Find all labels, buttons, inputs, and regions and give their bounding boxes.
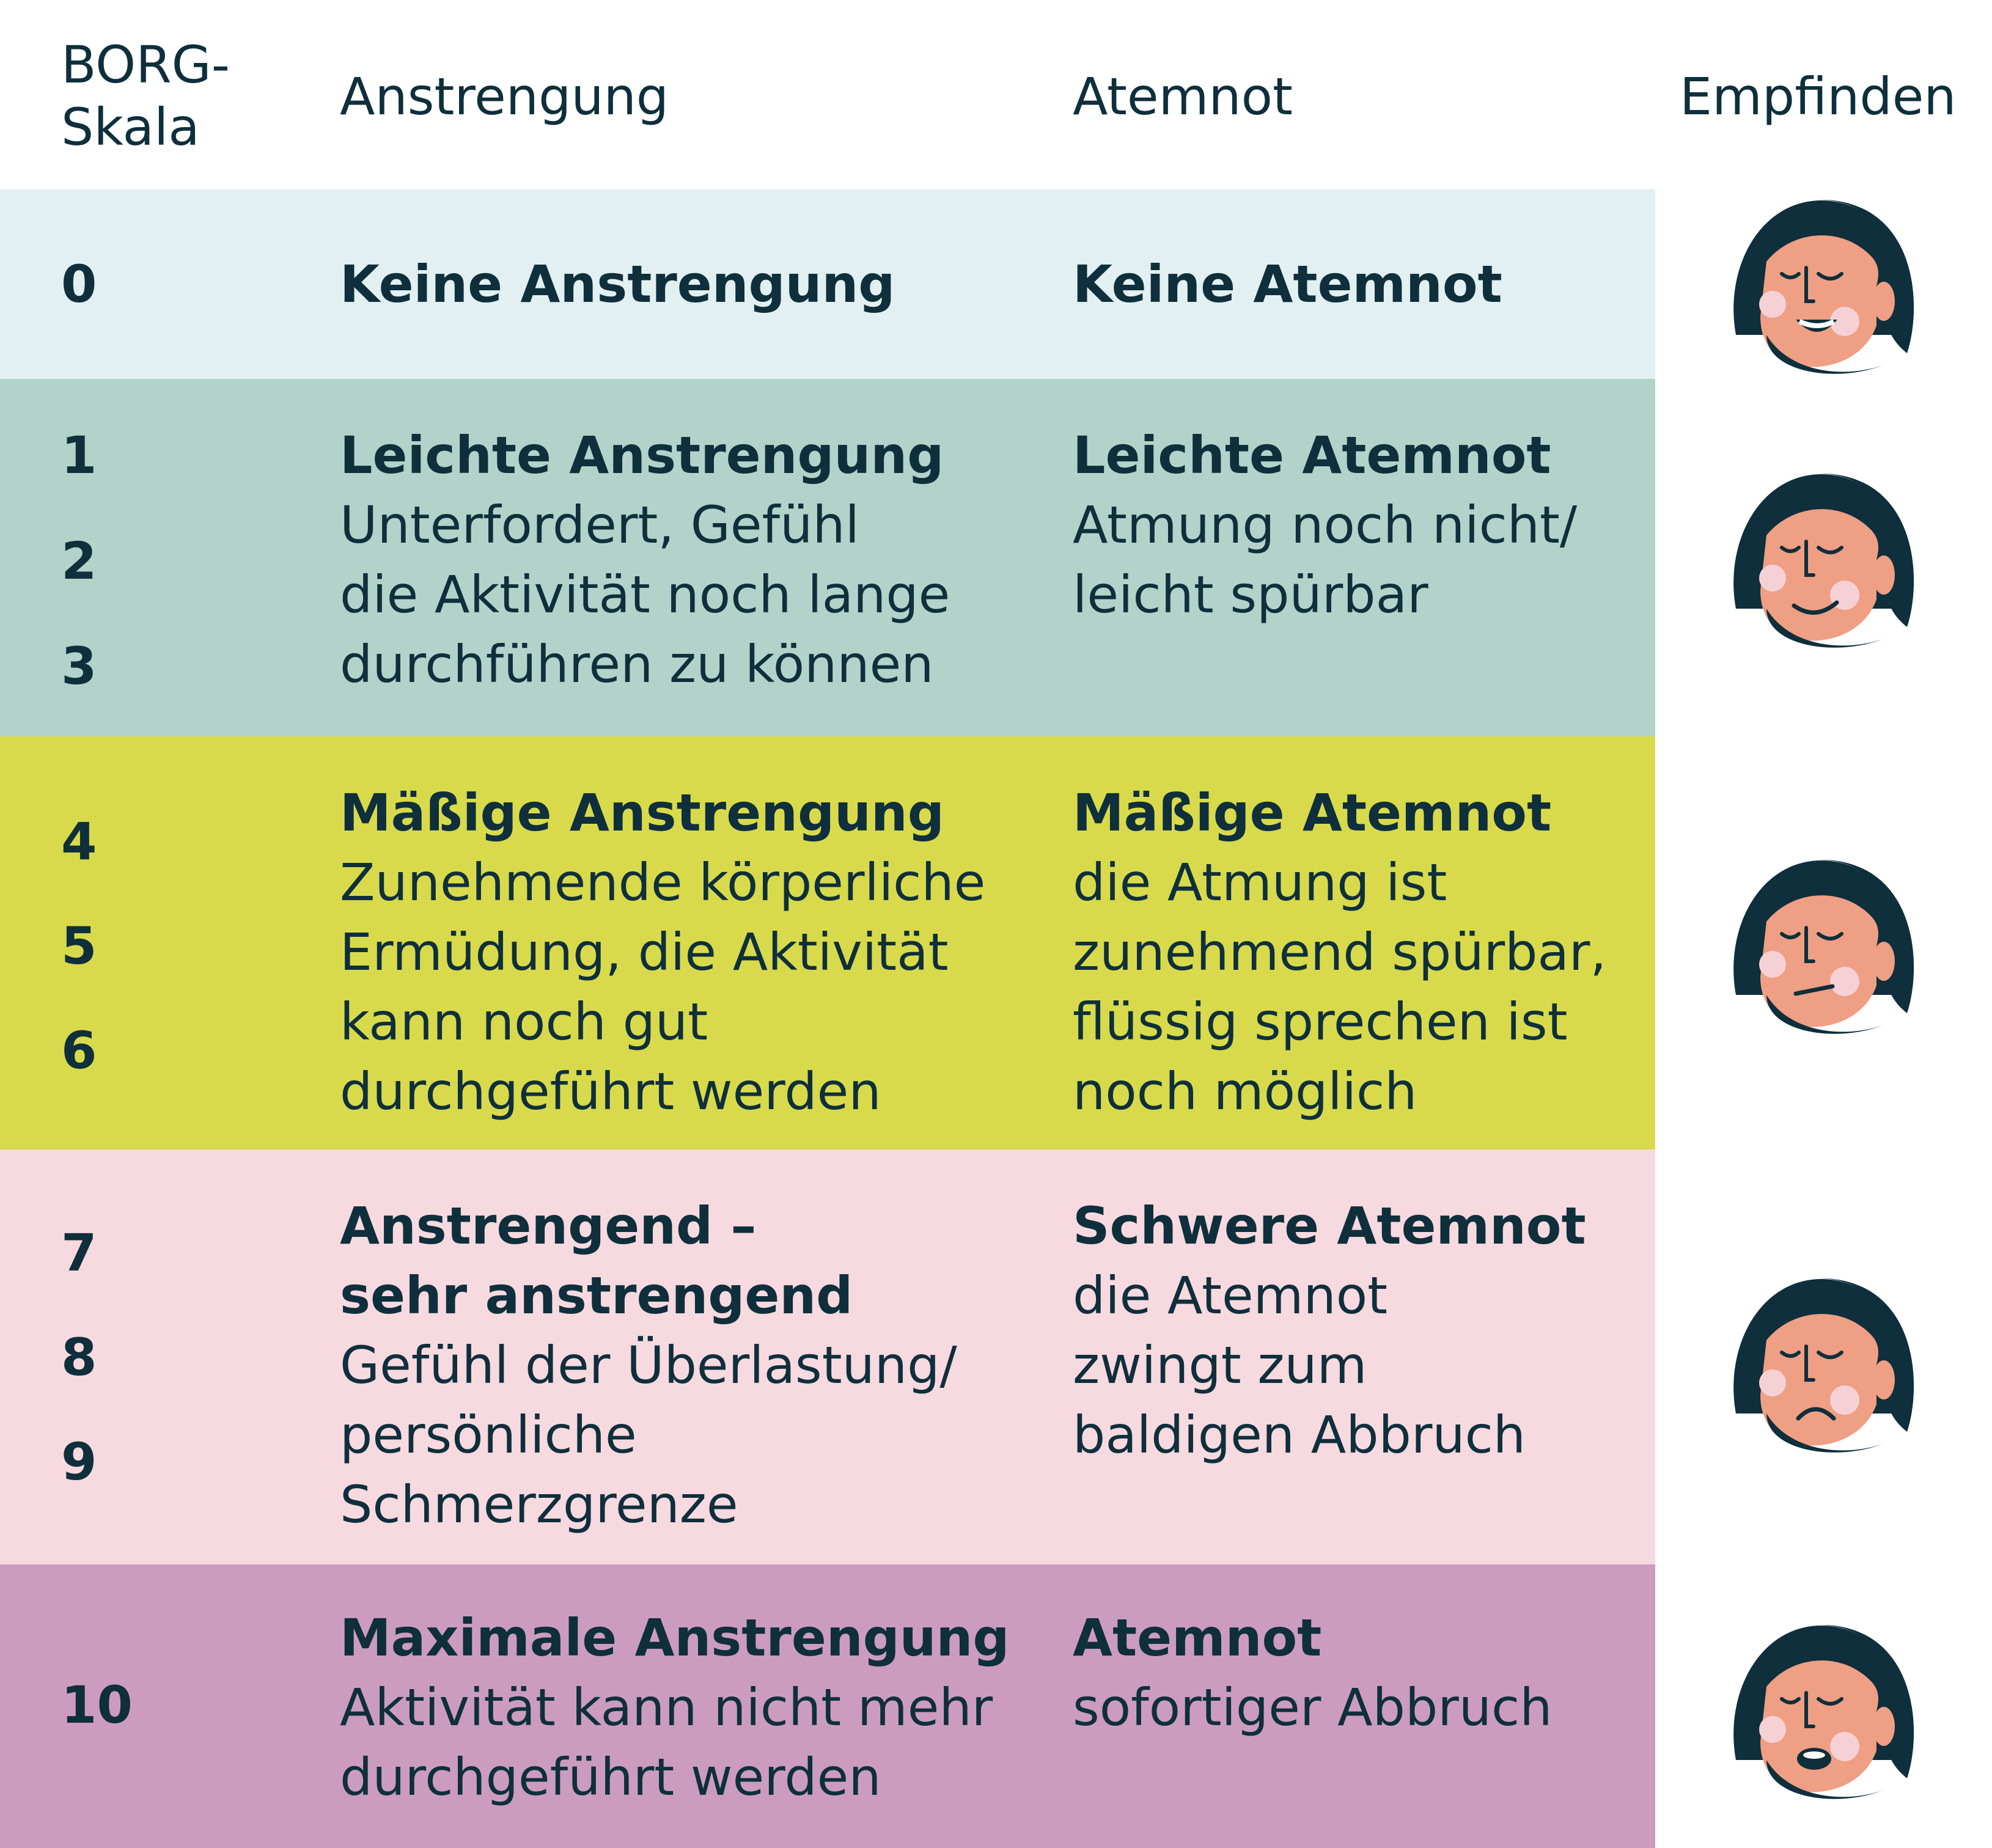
borg-value: 8 [61,1327,97,1387]
atemnot-cell [1073,778,1647,1126]
anstrengung-cell [340,1191,1061,1539]
atemnot-description: die Atemnot zwingt zum baldigen Abbruch [1073,1266,1526,1465]
header-empfinden: Empfinden [1680,67,1957,127]
borg-value: 9 [61,1432,97,1492]
table-row [0,736,1655,1150]
anstrengung-title: Maximale Anstrengung [340,1608,1010,1668]
header-anstrengung: Anstrengung [340,67,669,127]
atemnot-cell [1073,1603,1647,1742]
borg-value: 2 [61,531,97,591]
borg-value: 4 [61,812,97,871]
anstrengung-description: Gefühl der Überlastung/ persönliche Schmerzgrenze [340,1335,957,1535]
table-header [0,0,1992,189]
atemnot-title: Leichte Atemnot [1073,425,1551,485]
borg-value: 0 [61,254,97,314]
frowning-face-icon [1724,1273,1919,1456]
atemnot-cell [1073,249,1647,319]
borg-value: 5 [61,916,97,976]
anstrengung-cell [340,778,1061,1126]
anstrengung-title: Mäßige Anstrengung [340,783,944,843]
atemnot-cell [1073,420,1647,629]
borg-value: 1 [61,425,97,485]
anstrengung-description: Aktivität kann nicht mehr durchgeführt werden [340,1678,993,1807]
table-row [0,1150,1655,1564]
atemnot-description: sofortiger Abbruch [1073,1678,1553,1737]
anstrengung-cell [340,420,1061,699]
anstrengung-title: Keine Anstrengung [340,254,895,314]
anstrengung-title: Anstrengend – sehr anstrengend [340,1196,853,1326]
atemnot-cell [1073,1191,1647,1470]
borg-value: 10 [61,1675,133,1735]
smiling-face-icon [1724,468,1919,651]
atemnot-description: Atmung noch nicht/ leicht spürbar [1073,495,1578,625]
atemnot-title: Keine Atemnot [1073,254,1502,314]
borg-value: 3 [61,636,97,696]
anstrengung-description: Unterfordert, Gefühl die Aktivität noch lange durchführen zu können [340,495,950,694]
header-borg-skala: BORG- Skala [61,35,230,157]
anstrengung-title: Leichte Anstrengung [340,425,944,485]
table-row [0,1564,1655,1848]
laughing-face-icon [1724,194,1919,378]
atemnot-description: die Atmung ist zunehmend spürbar, flüssig sprechen ist noch möglich [1073,853,1607,1121]
header-atemnot: Atemnot [1073,67,1293,127]
table-row [0,379,1655,736]
atemnot-title: Schwere Atemnot [1073,1196,1586,1256]
gasping-face-icon [1724,1619,1919,1803]
anstrengung-cell [340,249,1061,319]
neutral-face-icon [1724,854,1919,1038]
borg-value: 6 [61,1021,97,1080]
borg-value: 7 [61,1223,97,1283]
anstrengung-description: Zunehmende körperliche Ermüdung, die Aktivität kann noch gut durchgeführt werden [340,853,986,1121]
atemnot-title: Mäßige Atemnot [1073,783,1552,843]
table-row [0,189,1655,379]
atemnot-title: Atemnot [1073,1608,1322,1668]
anstrengung-cell [340,1603,1061,1812]
